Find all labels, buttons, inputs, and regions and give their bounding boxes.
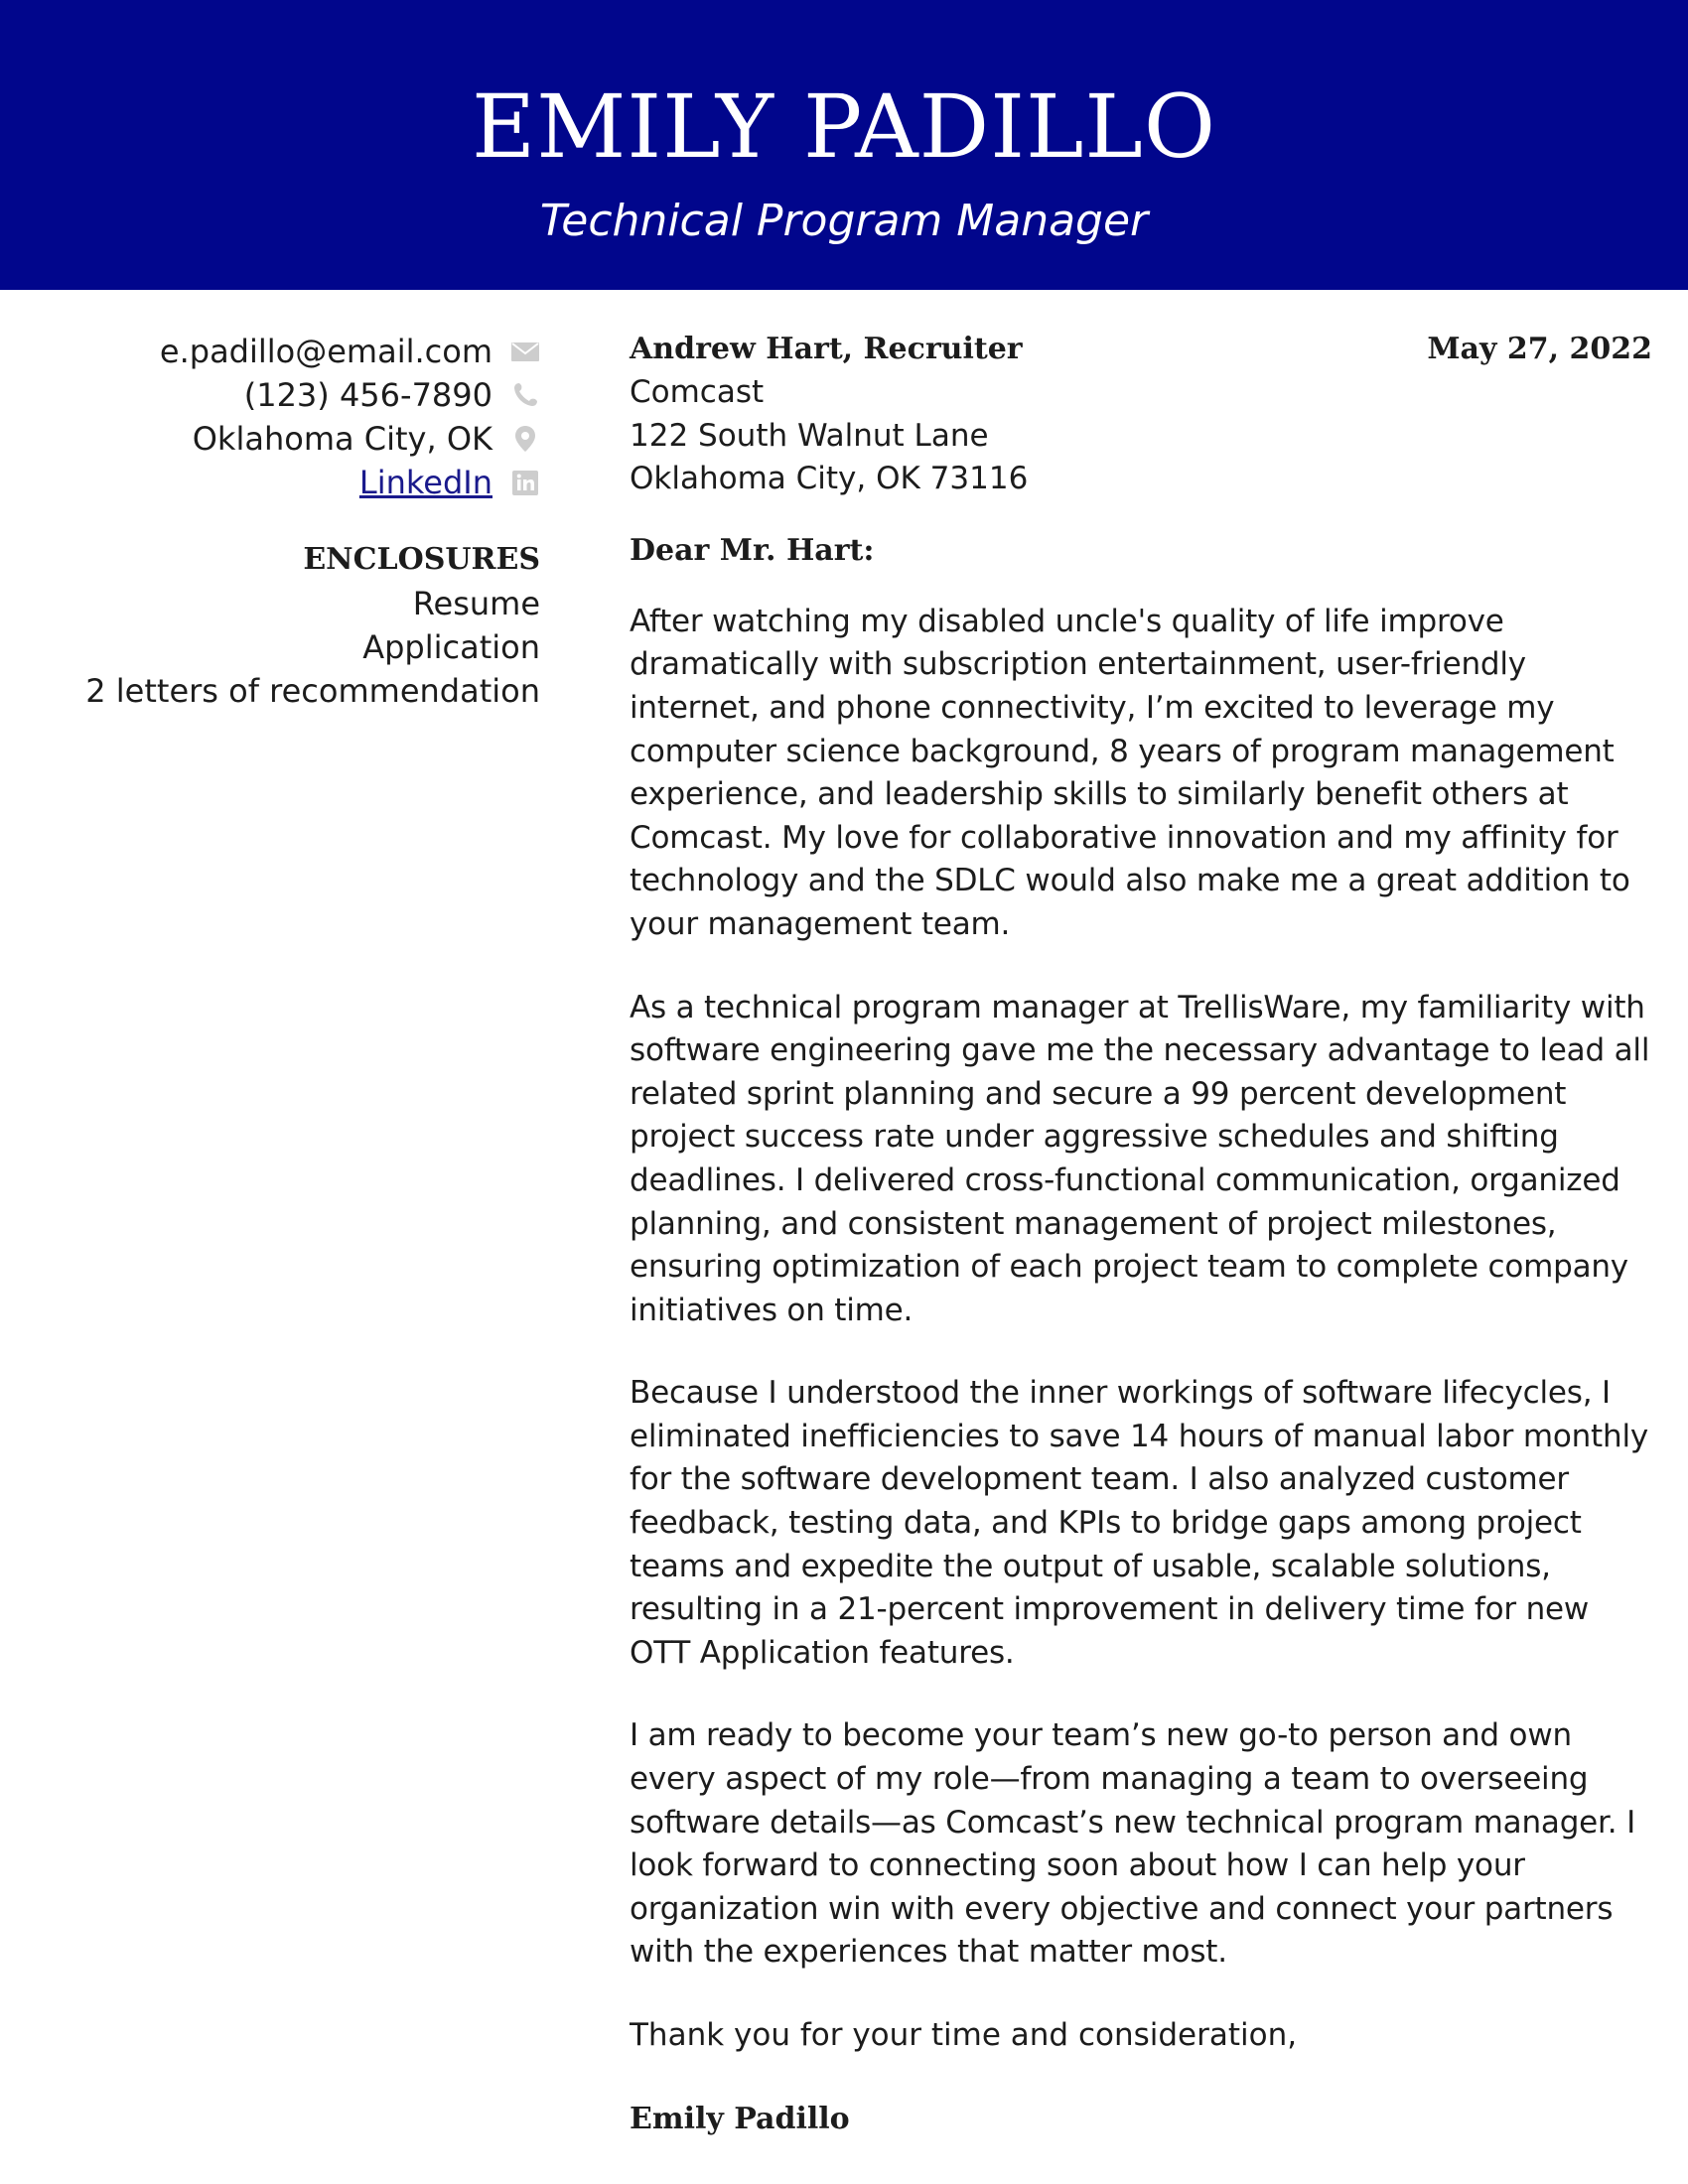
signature: Emily Padillo	[630, 2101, 850, 2136]
recipient-street: 122 South Walnut Lane	[630, 417, 989, 454]
enclosure-item: 2 letters of recommendation	[85, 672, 540, 710]
body-paragraph: I am ready to become your team’s new go-to person and own every aspect of my role—from managing a team to overseeing software details—as Comcast’s new technical program manager. I look forward to connecting soon about how I can help your organization win with every objective and connect your partners with the experiences that matter most.	[630, 1717, 1636, 1971]
phone-icon	[510, 380, 540, 410]
contact-email-row	[60, 328, 540, 371]
recipient-city: Oklahoma City, OK 73116	[630, 461, 1029, 497]
recipient-company: Comcast	[630, 374, 765, 410]
body-paragraph: Because I understood the inner workings of software lifecycles, I eliminated inefficiencies to save 14 hours of manual labor monthly for the software development team. I also analyzed customer feedback, testing data, and KPIs to bridge gaps among project teams and expedite the output of usable, scalable solutions, resulting in a 21-percent improvement in delivery time for new OTT Application features.	[630, 1375, 1649, 1671]
mail-icon	[510, 337, 540, 366]
contact-location-row	[60, 415, 540, 459]
enclosure-item: Application	[362, 628, 540, 666]
linkedin-link[interactable]: LinkedIn	[358, 464, 492, 501]
closing-line: Thank you for your time and consideration,	[630, 2017, 1298, 2053]
contact-phone-row	[60, 371, 540, 415]
header-banner	[0, 0, 1688, 290]
contact-phone: (123) 456-7890	[243, 376, 492, 414]
body-paragraph: After watching my disabled uncle's quality of life improve dramatically with subscription entertainment, user-friendly internet, and phone connectivity, I’m excited to leverage my computer science background, 8 years of program management experience, and leadership skills to similarly benefit others at Comcast. My love for collaborative innovation and my affinity for technology and the SDLC would also make me a great addition to your management team.	[630, 603, 1630, 942]
body-paragraph: As a technical program manager at TrellisWare, my familiarity with software engineering gave me the necessary advantage to lead all related sprint planning and secure a 99 percent development project success rate under aggressive schedules and shifting deadlines. I delivered cross-functional communication, organized planning, and consistent management of project milestones, ensuring optimization of each project team to complete company initiatives on time.	[630, 989, 1650, 1328]
location-pin-icon	[510, 424, 540, 454]
linkedin-icon	[510, 468, 540, 497]
letter-body	[630, 328, 1652, 2141]
enclosure-item: Resume	[412, 585, 540, 622]
contact-location: Oklahoma City, OK	[192, 420, 492, 458]
enclosures-heading: ENCLOSURES	[303, 542, 540, 577]
contact-email: e.padillo@email.com	[159, 333, 492, 370]
applicant-title: Technical Program Manager	[539, 196, 1149, 246]
contact-linkedin-row	[60, 459, 540, 502]
salutation: Dear Mr. Hart:	[630, 532, 875, 568]
sidebar	[60, 328, 540, 713]
letter-date: May 27, 2022	[1427, 332, 1652, 366]
recipient-name: Andrew Hart, Recruiter	[630, 332, 1023, 366]
applicant-name: EMILY PADILLO	[472, 75, 1216, 178]
